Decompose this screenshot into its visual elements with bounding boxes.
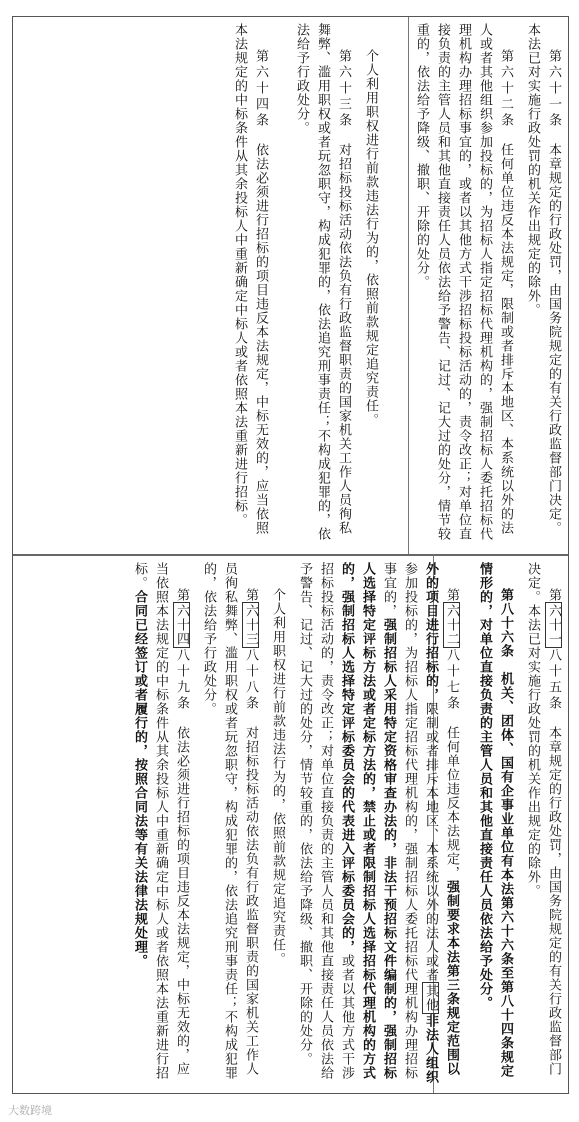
watermark: 大数跨境 bbox=[8, 1104, 52, 1117]
article-61: 第六十一条 本章规定的行政处罚，由国务院规定的有关行政监督部门决定。本法已对实施行政处罚的机关作出规定的除外。 bbox=[525, 23, 561, 535]
article-64: 第六十四条 依法必须进行招标的项目违反本法规定，中标无效的，应当依照本法规定的中标条件从其余投标人中重新确定中标人或者依照本法重新进行招标。 bbox=[232, 23, 268, 535]
old-number-box: 六十一 bbox=[546, 604, 561, 646]
old-number-box: 六十三 bbox=[243, 604, 258, 646]
article-89: 第六十四八十九条 依法必须进行招标的项目违反本法规定，中标无效的，应当依照本法规定的中标条件从其余投标人中重新确定中标人或者依照本法重新进行招标。合同已经签订或者履行的，按照合同法等有关法律法规处理。 bbox=[132, 562, 189, 1080]
article-88: 第六十三八十八条 对招标投标活动依法负有行政监督职责的国家机关工作人员徇私舞弊、滥用职权或者玩忽职守，构成犯罪的，依法追究刑事责任；不构成犯罪的，依法给予行政处分。 bbox=[201, 562, 258, 1080]
article-85: 第六十一八十五条 本章规定的行政处罚，由国务院规定的有关行政监督部门决定。本法已对实施行政处罚的机关作出规定的除外。 bbox=[525, 562, 561, 1076]
article-87: 第六十二八十七条 任何单位违反本法规定，强制要求本法第三条规定范围以外的项目进行招标的，限制或者排斥本地区、本系统以外的法人或者其他非法人组织参加投标的，为招标人指定招标代理机构的，强制招标人委托招标代理机构办理招标事宜的，强制招标人采用特定资格审查办法的，非法干预招标文件编制的，强制招标人选择特定评标方法或者定标方法的，禁止或者限制招标人选择招标代理机构的方式的，强制招标人选择特定评标委员会的代表进入评标委员会的，或者以其他方式干涉招标投标活动的，责令改正；对单位直接负责的主管人员和其他直接责任人员依法给予警告、记过、记大过的处分，情节较重的，依法给予降级、撤职、开除的处分。 bbox=[297, 562, 459, 1084]
old-number-box: 六十二 bbox=[444, 604, 459, 646]
article-86: 第八十六条 机关、团体、国有企事业单位有本法第六十六条至第八十四条规定情形的，对单位直接负责的主管人员和其他直接责任人员依法给予处分。 bbox=[477, 562, 513, 1078]
old-number-box: 六十四 bbox=[174, 604, 189, 646]
article-62: 第六十二条 任何单位违反本法规定，限制或者排斥本地区、本系统以外的法人或者其他组织参加投标的，为招标人指定招标代理机构的，强制招标人委托招标代理机构办理招标事宜的，或者以其他方式干涉招标投标活动的，责令改正；对单位直接负责的主管人员和其他直接责任人员依法给予警告、记过、记大过的处分，情节较重的，依法给予降级、撤职、开除的处分。 bbox=[414, 23, 513, 541]
article-87-para-2: 个人利用职权进行前款违法行为的，依照前款规定追究责任。 bbox=[270, 588, 285, 966]
revised-text-block bbox=[13, 556, 568, 1093]
original-text-block bbox=[13, 17, 568, 554]
comparison-table bbox=[12, 16, 569, 1094]
article-62-para-2: 个人利用职权进行前款违法行为的，依照前款规定追究责任。 bbox=[363, 49, 378, 427]
article-63: 第六十三条 对招标投标活动依法负有行政监督职责的国家机关工作人员徇私舞弊、滥用职权或者玩忽职守，构成犯罪的，依法追究刑事责任；不构成犯罪的，依法给予行政处分。 bbox=[294, 23, 351, 541]
